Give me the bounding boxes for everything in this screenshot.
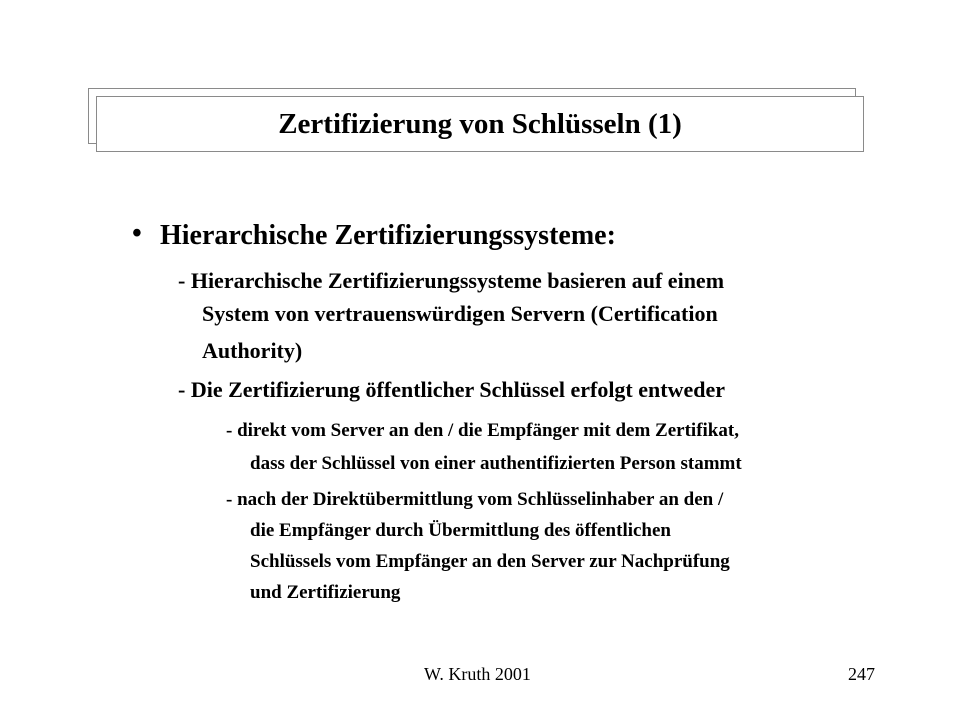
footer-page-number: 247 — [848, 664, 875, 684]
level2-item-1-line-2: System von vertrauenswürdigen Servern (Certification — [202, 301, 718, 326]
level3-item-2-line-3: Schlüssels vom Empfänger an den Server zur Nachprüfung — [250, 551, 730, 572]
level3-item-2-line-1: - nach der Direktübermittlung vom Schlüsselinhaber an den / — [226, 489, 724, 510]
level3-item-1-line-1: - direkt vom Server an den / die Empfänger mit dem Zertifikat, — [226, 420, 739, 441]
bullet-marker: • — [132, 218, 142, 249]
level2-item-1-line-3: Authority) — [202, 338, 303, 363]
level2-item-1-line-1: - Hierarchische Zertifizierungssysteme basieren auf einem — [178, 268, 725, 293]
slide-title: Zertifizierung von Schlüsseln (1) — [278, 108, 682, 140]
level2-item-2-line-1: - Die Zertifizierung öffentlicher Schlüssel erfolgt entweder — [178, 377, 726, 402]
level3-item-2-line-4: und Zertifizierung — [250, 582, 401, 603]
level3-item-2-line-2: die Empfänger durch Übermittlung des öffentlichen — [250, 520, 671, 541]
level3-item-1-line-2: dass der Schlüssel von einer authentifizierten Person stammt — [250, 453, 742, 474]
section-heading: Hierarchische Zertifizierungssysteme: — [160, 220, 616, 251]
footer-author: W. Kruth 2001 — [424, 664, 531, 684]
